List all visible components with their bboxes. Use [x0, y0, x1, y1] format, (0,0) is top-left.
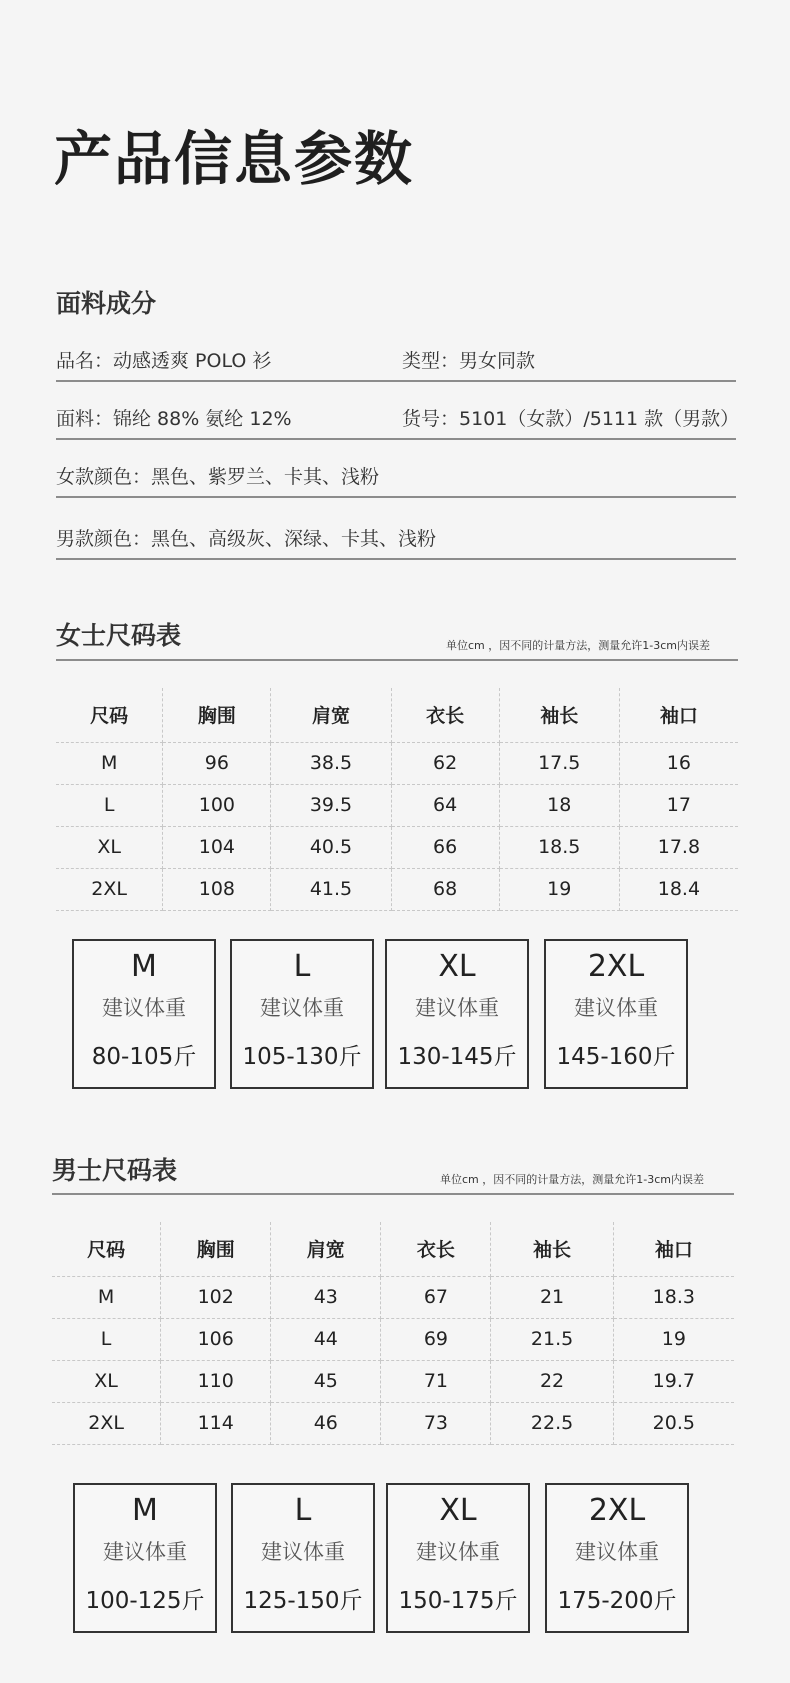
table-cell: 43 [271, 1276, 381, 1318]
weight-box-size: M [132, 1493, 158, 1528]
product-type: 类型：男女同款 [402, 350, 536, 372]
women-size-heading: 女士尺码表 [56, 621, 182, 650]
column-header: 衣长 [381, 1222, 491, 1276]
women-size-table [56, 688, 738, 911]
table-cell: 106 [161, 1318, 271, 1360]
weight-box-size: L [294, 1493, 312, 1528]
table-cell: 19 [613, 1318, 734, 1360]
table-cell: 39.5 [271, 784, 391, 826]
table-cell: 22.5 [491, 1402, 613, 1444]
table-row [56, 784, 738, 826]
table-cell: 64 [391, 784, 499, 826]
weight-box-m [73, 1483, 217, 1633]
table-cell: 20.5 [613, 1402, 734, 1444]
table-cell: 18 [499, 784, 619, 826]
table-cell: 71 [381, 1360, 491, 1402]
weight-box-range: 130-145斤 [397, 1044, 517, 1070]
weight-box-xl [385, 939, 529, 1089]
table-cell: 66 [391, 826, 499, 868]
women-size-note: 单位cm ，因不同的计量方法，测量允许1-3cm内误差 [446, 639, 710, 652]
weight-box-size: 2XL [588, 1493, 646, 1528]
table-cell: 102 [161, 1276, 271, 1318]
item-number: 货号：5101（女款）/5111 款（男款） [402, 408, 740, 430]
weight-box-2xl [544, 939, 688, 1089]
table-cell: 114 [161, 1402, 271, 1444]
table-cell: M [52, 1276, 161, 1318]
table-cell: 19 [499, 868, 619, 910]
table-cell: 21.5 [491, 1318, 613, 1360]
weight-box-label: 建议体重 [261, 1540, 345, 1564]
men-size-table [52, 1222, 734, 1445]
column-header: 胸围 [163, 688, 271, 742]
table-cell: XL [52, 1360, 161, 1402]
table-row [56, 742, 738, 784]
column-header: 尺码 [52, 1222, 161, 1276]
table-row [52, 1318, 734, 1360]
weight-box-label: 建议体重 [415, 996, 499, 1020]
product-name: 品名：动感透爽 POLO 衫 [56, 350, 272, 372]
info-row-men-colors [56, 520, 736, 560]
info-row-name [56, 342, 736, 382]
men-heading-rule [52, 1193, 734, 1195]
material: 面料：锦纶 88% 氨纶 12% [56, 408, 292, 430]
column-header: 袖长 [491, 1222, 613, 1276]
weight-box-xl [386, 1483, 530, 1633]
weight-box-size: L [293, 949, 311, 984]
table-cell: 17.5 [499, 742, 619, 784]
table-row [56, 826, 738, 868]
table-cell: 2XL [52, 1402, 161, 1444]
table-header-row [52, 1222, 734, 1276]
table-cell: 96 [163, 742, 271, 784]
table-cell: 21 [491, 1276, 613, 1318]
column-header: 袖口 [613, 1222, 734, 1276]
table-cell: 17 [619, 784, 738, 826]
weight-box-range: 145-160斤 [556, 1044, 676, 1070]
table-cell: 16 [619, 742, 738, 784]
table-cell: 18.5 [499, 826, 619, 868]
weight-box-label: 建议体重 [416, 1540, 500, 1564]
weight-box-size: XL [438, 949, 476, 984]
table-cell: 17.8 [619, 826, 738, 868]
table-cell: 45 [271, 1360, 381, 1402]
table-cell: XL [56, 826, 163, 868]
table-cell: 73 [381, 1402, 491, 1444]
weight-box-range: 80-105斤 [91, 1044, 197, 1070]
table-cell: 40.5 [271, 826, 391, 868]
table-cell: 22 [491, 1360, 613, 1402]
table-cell: 67 [381, 1276, 491, 1318]
table-cell: M [56, 742, 163, 784]
weight-box-l [231, 1483, 375, 1633]
weight-box-range: 100-125斤 [85, 1588, 205, 1614]
table-row [52, 1402, 734, 1444]
table-cell: 2XL [56, 868, 163, 910]
table-cell: 110 [161, 1360, 271, 1402]
table-cell: 18.4 [619, 868, 738, 910]
weight-box-2xl [545, 1483, 689, 1633]
women-colors: 女款颜色：黑色、紫罗兰、卡其、浅粉 [56, 466, 380, 488]
page-title: 产品信息参数 [54, 125, 415, 193]
table-cell: 108 [163, 868, 271, 910]
table-row [52, 1276, 734, 1318]
weight-box-range: 105-130斤 [242, 1044, 362, 1070]
table-cell: 44 [271, 1318, 381, 1360]
weight-box-size: 2XL [587, 949, 645, 984]
weight-box-range: 175-200斤 [557, 1588, 677, 1614]
table-cell: 100 [163, 784, 271, 826]
table-header-row [56, 688, 738, 742]
table-cell: 68 [391, 868, 499, 910]
table-row [52, 1360, 734, 1402]
weight-box-size: XL [439, 1493, 477, 1528]
women-heading-rule [56, 659, 738, 661]
column-header: 胸围 [161, 1222, 271, 1276]
weight-box-label: 建议体重 [103, 1540, 187, 1564]
column-header: 肩宽 [271, 1222, 381, 1276]
men-size-note: 单位cm ，因不同的计量方法，测量允许1-3cm内误差 [440, 1173, 704, 1186]
column-header: 袖口 [619, 688, 738, 742]
weight-box-label: 建议体重 [102, 996, 186, 1020]
weight-box-m [72, 939, 216, 1089]
info-row-material [56, 400, 740, 440]
table-cell: 104 [163, 826, 271, 868]
table-cell: L [56, 784, 163, 826]
weight-box-size: M [131, 949, 157, 984]
table-cell: 19.7 [613, 1360, 734, 1402]
weight-box-range: 150-175斤 [398, 1588, 518, 1614]
weight-box-range: 125-150斤 [243, 1588, 363, 1614]
weight-box-label: 建议体重 [260, 996, 344, 1020]
fabric-heading: 面料成分 [56, 289, 157, 318]
weight-box-label: 建议体重 [575, 1540, 659, 1564]
info-row-women-colors [56, 458, 736, 498]
weight-box-l [230, 939, 374, 1089]
column-header: 肩宽 [271, 688, 391, 742]
table-cell: 46 [271, 1402, 381, 1444]
men-colors: 男款颜色：黑色、高级灰、深绿、卡其、浅粉 [56, 528, 437, 550]
table-cell: 18.3 [613, 1276, 734, 1318]
table-cell: 69 [381, 1318, 491, 1360]
table-cell: 41.5 [271, 868, 391, 910]
table-cell: L [52, 1318, 161, 1360]
column-header: 衣长 [391, 688, 499, 742]
column-header: 袖长 [499, 688, 619, 742]
men-size-heading: 男士尺码表 [52, 1156, 178, 1185]
weight-box-label: 建议体重 [574, 996, 658, 1020]
column-header: 尺码 [56, 688, 163, 742]
table-cell: 38.5 [271, 742, 391, 784]
table-row [56, 868, 738, 910]
table-cell: 62 [391, 742, 499, 784]
